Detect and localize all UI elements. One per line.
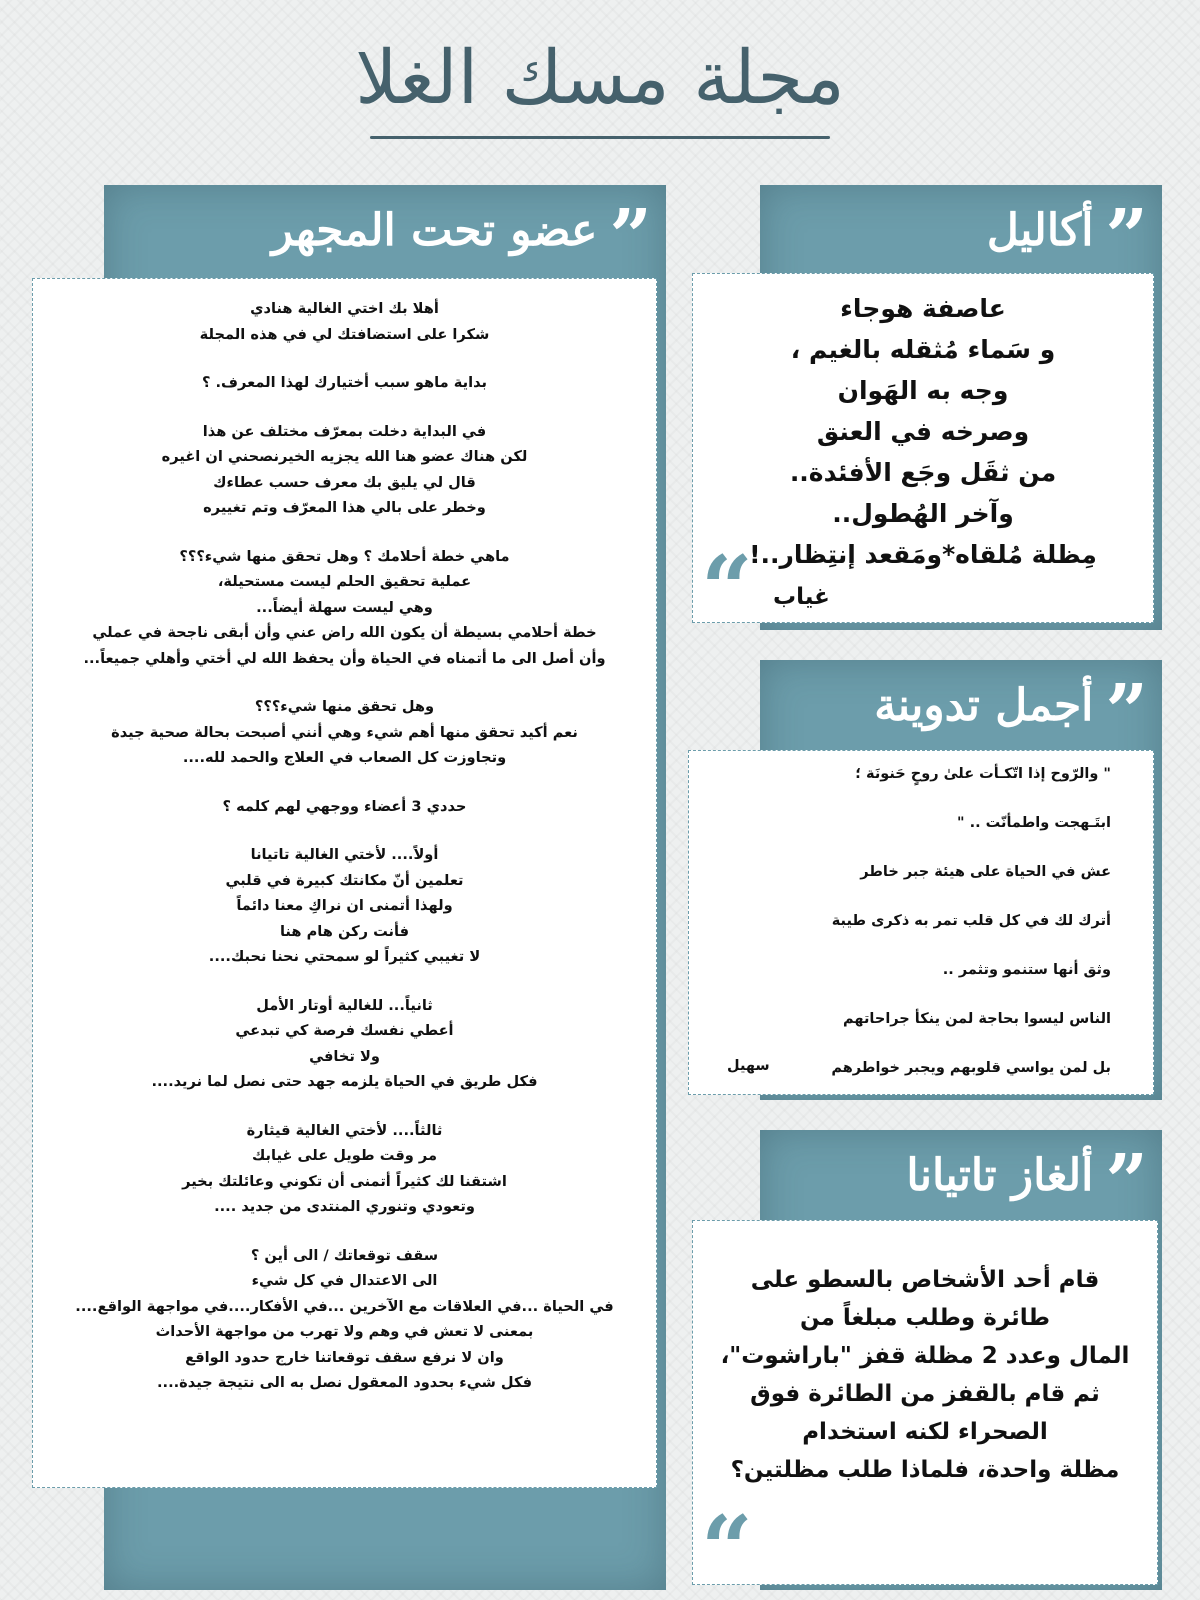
interview-line: فكل شيء بحدود المعقول نصل به الى نتيجة جيدة.... (156, 1374, 533, 1391)
interview-heading: عضو تحت المجهر (271, 204, 598, 256)
riddle-line: قام أحد الأشخاص بالسطو على (750, 1267, 1100, 1293)
riddles-card (692, 1220, 1158, 1585)
riddle-line: ثم قام بالقفز من الطائرة فوق (750, 1381, 1100, 1407)
post-header (874, 670, 1148, 740)
paragraph-gap (689, 1030, 1111, 1057)
paragraph-gap (33, 970, 656, 993)
quote-icon: ” (1105, 1145, 1148, 1205)
magazine-masthead (340, 18, 860, 158)
post-card (688, 750, 1154, 1095)
post-signature: سهيل (727, 1058, 770, 1074)
riddles-body (693, 1261, 1157, 1489)
paragraph-gap (689, 932, 1111, 959)
interview-header (272, 195, 652, 265)
interview-line: أولاً.... لأختي الغالية تاتيانا (250, 846, 439, 863)
interview-line: بداية ماهو سبب أختيارك لهذا المعرف. ؟ (201, 374, 488, 391)
quote-close-icon: “ (701, 544, 753, 614)
post-line: بل لمن يواسي قلوبهم ويجبر خواطرهم (831, 1060, 1111, 1076)
interview-line: ثالثاً.... لأختي الغالية قيثارة (246, 1121, 443, 1139)
interview-line: بمعنى لا تعش في وهم ولا تهرب من مواجهة الأحداث (155, 1323, 534, 1340)
poem-line: و سَماء مُثقله بالغيم ، (790, 335, 1056, 364)
poem-line: وجه به الهَوان (837, 376, 1009, 405)
interview-line: وتعودي وتنوري المنتدى من جديد .... (214, 1198, 475, 1215)
interview-card (32, 278, 657, 1488)
wreaths-header (987, 195, 1148, 265)
quote-icon: ” (1105, 675, 1148, 735)
paragraph-gap (33, 771, 656, 794)
poem-line: وصرخه في العنق (816, 417, 1030, 446)
interview-line: وأن أصل الى ما أتمناه في الحياة وأن يحفظ الله لي أختي وأهلي جميعاً... (83, 649, 606, 667)
post-heading: أجمل تدوينة (874, 679, 1094, 731)
interview-line: تعلمين أنّ مكانتك كبيرة في قلبي (225, 871, 464, 889)
interview-line: اشتقنا لك كثيراً أتمنى أن تكوني وعائلتك بخير (182, 1172, 507, 1190)
riddle-line: المال وعدد 2 مظلة قفز "باراشوت"، (720, 1343, 1130, 1369)
paragraph-gap (689, 981, 1111, 1008)
interview-line: شكرا على استضافتك لي في هذه المجلة (199, 325, 490, 343)
paragraph-gap (689, 785, 1111, 812)
interview-line: لكن هناك عضو هنا الله يجزيه الخيرنصحني ان اغيره (161, 448, 528, 465)
poem-line: من ثقَل وجَع الأفئدة.. (789, 458, 1057, 487)
paragraph-gap (33, 671, 656, 694)
poem-line: وآخر الهُطول.. (832, 499, 1014, 528)
wreaths-heading: أكاليل (986, 204, 1094, 256)
paragraph-gap (33, 521, 656, 544)
paragraph-gap (33, 347, 656, 370)
interview-line: الى الاعتدال في كل شيء (251, 1272, 438, 1289)
poem-line: عاصفة هوجاء (840, 294, 1006, 323)
interview-line: وهل تحقق منها شيء؟؟؟ (254, 698, 435, 715)
magazine-title: مجلة مسك الغلا (355, 35, 845, 121)
interview-line: ثانياً... للغالية أوتار الأمل (256, 996, 433, 1014)
calligraphy-sweep (370, 136, 830, 139)
riddle-line: طائرة وطلب مبلغاً من (799, 1305, 1051, 1331)
riddles-heading: ألغاز تاتيانا (906, 1149, 1094, 1201)
interview-line: وتجاوزت كل الصعاب في العلاج والحمد لله.... (182, 749, 507, 766)
wreaths-body (693, 288, 1153, 575)
interview-line: ولا تخافي (309, 1047, 380, 1065)
quote-close-icon: “ (701, 1504, 753, 1574)
interview-line: لا تغيبي كثيراً لو سمحتي نحنا نحبك.... (208, 948, 481, 965)
interview-line: وان لا نرفع سقف توقعاتنا خارج حدود الواقع (185, 1348, 504, 1366)
interview-line: قال لي يليق بك معرف حسب عطاءك (213, 473, 476, 491)
interview-line: خطة أحلامي بسيطة أن يكون الله راض عني وأن أبقى ناجحة في عملي (92, 624, 597, 641)
interview-line: أعطي نفسك فرصة كي تبدعي (235, 1022, 454, 1039)
interview-line: في البداية دخلت بمعرّف مختلف عن هذا (202, 422, 487, 440)
paragraph-gap (33, 396, 656, 419)
riddle-line: مظلة واحدة، فلماذا طلب مظلتين؟ (730, 1457, 1120, 1483)
poem-line: مِظلة مُلقاه*ومَقعد إنتِظار..! (749, 540, 1097, 569)
interview-line: فكل طريق في الحياة يلزمه جهد حتى نصل لما نريد.... (151, 1073, 538, 1090)
paragraph-gap (33, 1220, 656, 1243)
interview-line: أهلا بك اختي الغالية هنادي (250, 300, 439, 317)
post-line: الناس ليسوا بحاجة لمن ينكأ جراحاتهم (843, 1011, 1111, 1027)
interview-line: حددي 3 أعضاء ووجهي لهم كلمه ؟ (222, 797, 467, 815)
interview-line: وخطر على بالي هذا المعرّف وتم تغييره (203, 499, 486, 516)
interview-line: نعم أكيد تحقق منها أهم شيء وهي أنني أصبحت بحالة صحية جيدة (111, 723, 578, 741)
post-line: ابتَـهجت واطمأنّت .. " (957, 815, 1111, 831)
quote-icon: ” (609, 200, 652, 260)
riddle-line: الصحراء لكنه استخدام (802, 1419, 1048, 1445)
post-line: عش في الحياة على هيئة جبر خاطر (860, 864, 1111, 880)
paragraph-gap (33, 819, 656, 842)
interview-line: ماهي خطة أحلامك ؟ وهل تحقق منها شيء؟؟؟ (179, 547, 510, 565)
interview-body (33, 296, 656, 1396)
quote-icon: ” (1105, 200, 1148, 260)
interview-line: ولهذا أتمنى ان نراكِ معنا دائماً (236, 897, 453, 914)
wreaths-card (692, 273, 1154, 623)
paragraph-gap (689, 834, 1111, 861)
interview-line: مر وقت طويل على غيابك (251, 1147, 438, 1164)
post-line: وثق أنها ستنمو وتثمر .. (942, 962, 1111, 978)
post-line: " والرّوح إذا اتّكـأت علىٰ روحٍ حَنونَة ؛ (855, 766, 1111, 782)
post-line: أترك لك في كل قلب تمر به ذكرى طيبة (831, 913, 1111, 929)
interview-line: عملية تحقيق الحلم ليست مستحيلة، (217, 573, 472, 590)
riddles-header (906, 1140, 1148, 1210)
wreaths-signature: غياب (773, 584, 830, 610)
interview-line: وهي ليست سهلة أيضاً... (256, 598, 433, 616)
post-body (689, 763, 1111, 1079)
paragraph-gap (689, 883, 1111, 910)
paragraph-gap (33, 1095, 656, 1118)
interview-line: سقف توقعاتك / الى أين ؟ (250, 1246, 439, 1264)
interview-line: فأنت ركن هام هنا (279, 922, 410, 940)
interview-line: في الحياة ...في العلاقات مع الآخرين ...في الأفكار....في مواجهة الواقع.... (75, 1297, 614, 1315)
